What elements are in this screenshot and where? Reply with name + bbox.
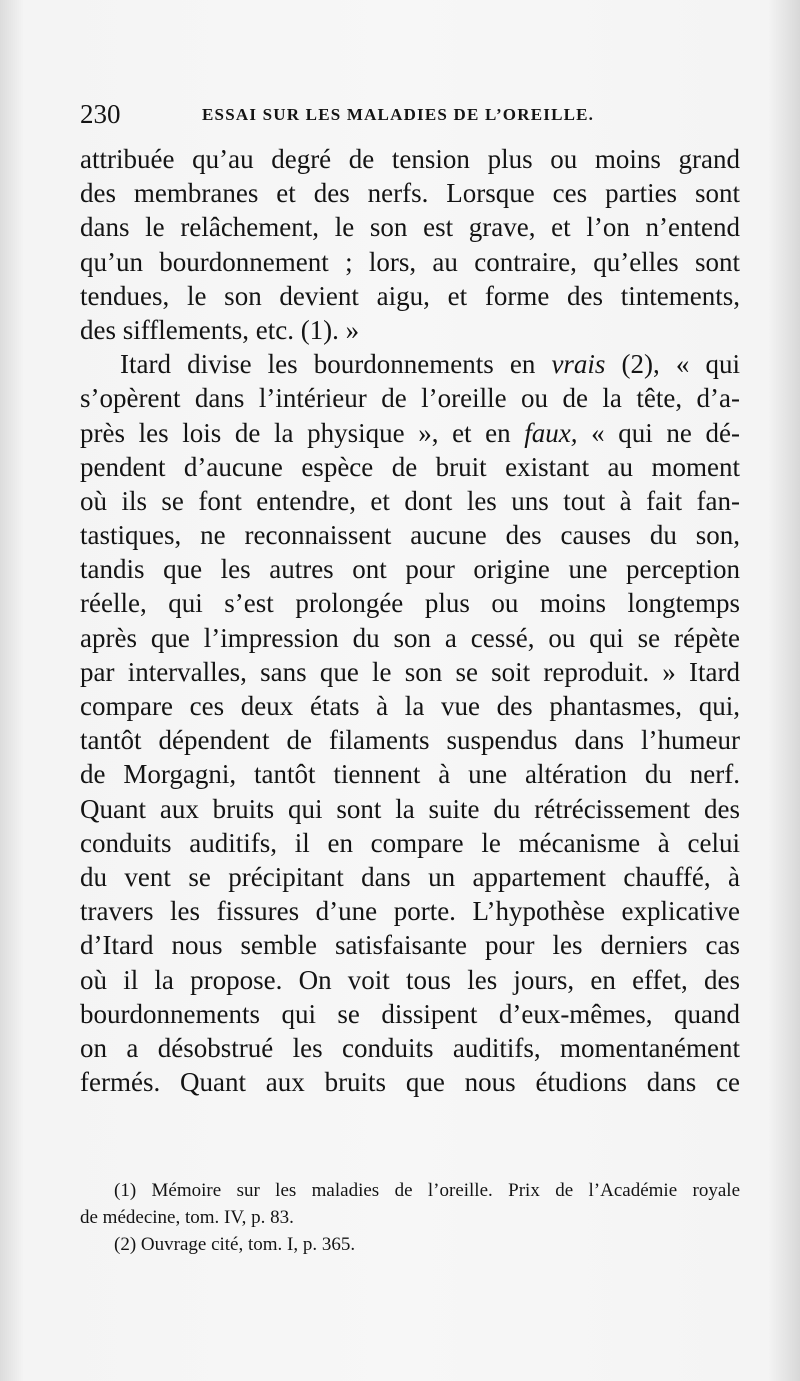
text-line: près les lois de la physique », et en faux, « qui ne dé-	[80, 417, 740, 448]
text-line: des membranes et des nerfs. Lorsque ces parties sont	[80, 178, 740, 209]
body-text	[80, 142, 740, 1099]
text-line: bourdonnements qui se dissipent d’eux-mêmes, quand	[80, 998, 740, 1029]
text-line: Itard divise les bourdonnements en vrais (2), « qui	[120, 349, 740, 380]
text-line: travers les fissures d’une porte. L’hypothèse explicative	[80, 896, 740, 927]
text-line: où il la propose. On voit tous les jours, en effet, des	[80, 964, 740, 995]
text-line: du vent se précipitant dans un appartement chauffé, à	[80, 861, 740, 892]
text-line: tantôt dépendent de filaments suspendus dans l’humeur	[80, 725, 740, 756]
footnote-1-continued: de médecine, tom. IV, p. 83.	[80, 1207, 294, 1228]
text-line: dans le relâchement, le son est grave, et l’on n’entend	[80, 212, 740, 243]
text-line: réelle, qui s’est prolongée plus ou moins longtemps	[80, 588, 740, 619]
footnotes	[80, 1177, 740, 1258]
text-line: tastiques, ne reconnaissent aucune des causes du son,	[80, 520, 740, 551]
footnote-2: (2) Ouvrage cité, tom. I, p. 365.	[114, 1234, 356, 1255]
text-line: où ils se font entendre, et dont les uns tout à fait fan-	[80, 485, 740, 516]
text-line: après que l’impression du son a cessé, ou qui se répète	[80, 622, 740, 653]
running-title: ESSAI SUR LES MALADIES DE L’OREILLE.	[202, 105, 595, 124]
text-line: on a désobstrué les conduits auditifs, momentanément	[80, 1032, 740, 1063]
text-line: s’opèrent dans l’intérieur de l’oreille ou de la tête, d’a-	[80, 383, 740, 414]
page-number: 230	[80, 99, 121, 129]
text-line: de Morgagni, tantôt tiennent à une altération du nerf.	[80, 759, 740, 790]
text-line: tandis que les autres ont pour origine une perception	[80, 554, 740, 585]
footnote-1: (1) Mémoire sur les maladies de l’oreille. Prix de l’Académie royale	[114, 1180, 740, 1201]
text-line: pendent d’aucune espèce de bruit existant au moment	[80, 451, 740, 482]
italic-word: vrais	[551, 349, 606, 380]
text-line: attribuée qu’au degré de tension plus ou moins grand	[80, 144, 740, 174]
text-line: par intervalles, sans que le son se soit reproduit. » Itard	[80, 656, 740, 687]
text-line: d’Itard nous semble satisfaisante pour les derniers cas	[80, 930, 740, 961]
text-line: tendues, le son devient aigu, et forme des tintements,	[80, 280, 740, 311]
text-line: Quant aux bruits qui sont la suite du rétrécissement des	[80, 793, 740, 824]
text-line: fermés. Quant aux bruits que nous étudions dans ce	[80, 1067, 740, 1098]
running-head	[80, 96, 740, 136]
text-line: compare ces deux états à la vue des phantasmes, qui,	[80, 691, 740, 721]
text-line: qu’un bourdonnement ; lors, au contraire, qu’elles sont	[80, 246, 740, 277]
text-line: des sifflements, etc. (1). »	[80, 314, 360, 345]
text-line: conduits auditifs, il en compare le mécanisme à celui	[80, 827, 740, 858]
italic-word: faux,	[524, 417, 578, 448]
